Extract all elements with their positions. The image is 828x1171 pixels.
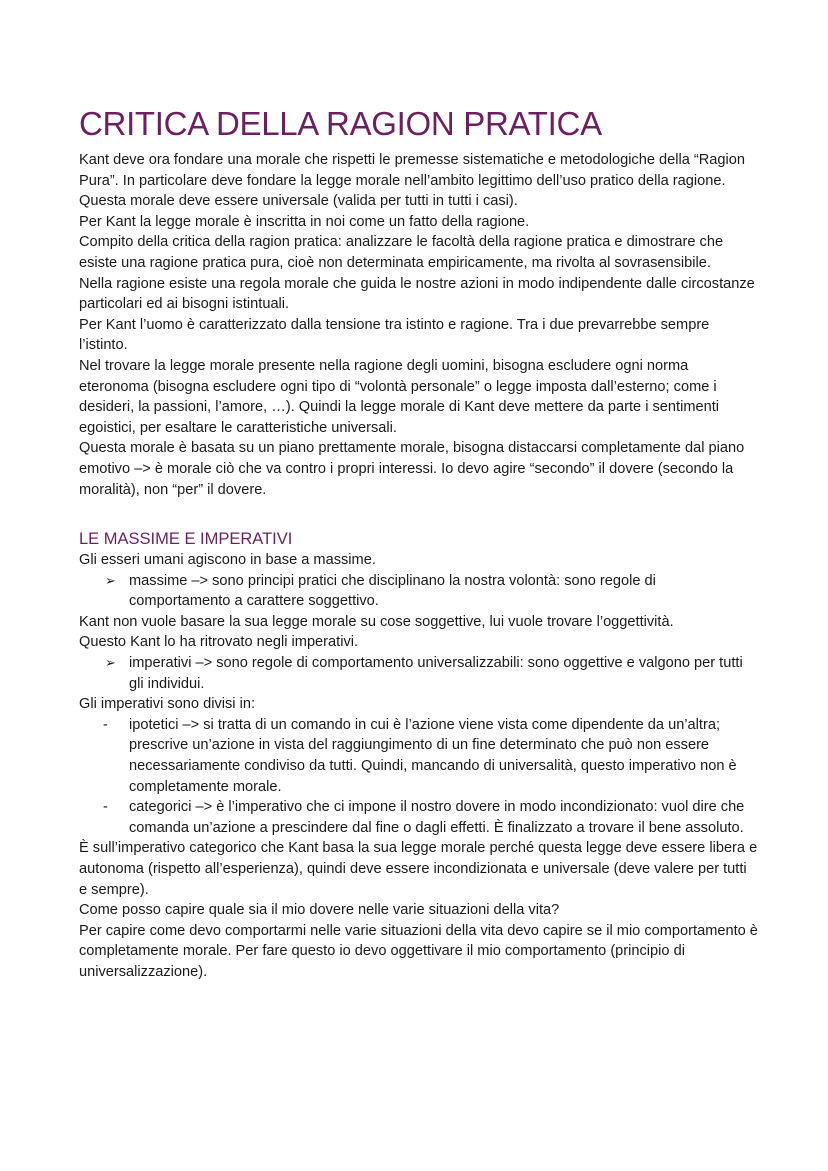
intro-paragraph-7: Questa morale è basata su un piano prettamente morale, bisogna distaccarsi completamente dal piano emotivo –> è morale ciò che va contro i propri interessi. Io devo agire “secondo” il dovere (secondo la moralità), non “per” il dovere. <box>79 440 745 498</box>
intro-paragraph-1: Kant deve ora fondare una morale che rispetti le premesse sistematiche e metodologiche della “Ragion Pura”. In particolare deve fondare la legge morale nell’ambito legittimo dell’uso pratico della ragione. Questa morale deve essere universale (valida per tutti in tutti i casi). <box>79 152 746 210</box>
section-paragraph-5: È sull’imperativo categorico che Kant basa la sua legge morale perché questa legge deve essere libera e autonoma (rispetto all’esperienza), quindi deve essere incondizionata e universale (deve valere per tutti e sempre). <box>79 840 758 898</box>
arrow-bullet-icon: ➢ <box>105 655 116 671</box>
section-paragraph-1: Gli esseri umani agiscono in base a massime. <box>79 552 376 569</box>
arrow-bullet-icon: ➢ <box>105 572 116 588</box>
list-item <box>79 571 758 612</box>
section-heading: LE MASSIME E IMPERATIVI <box>79 530 293 549</box>
list-item-text: ipotetici –> si tratta di un comando in cui è l’azione viene vista come dipendente da un’altra; prescrive un’azione in vista del raggiungimento di un fine determinato che può non essere necessariamente condiviso da tutti. Quindi, mancando di universalità, questo imperativo non è completamente morale. <box>129 716 737 795</box>
intro-paragraph-6: Nel trovare la legge morale presente nella ragione degli uomini, bisogna escludere ogni norma eteronoma (bisogna escludere ogni tipo di “volontà personale” o legge imposta dall’esterno; come i desideri, la passioni, l’amore, …). Quindi la legge morale di Kant deve mettere da parte i sentimenti egoistici, per esaltare le caratteristiche universali. <box>79 357 720 436</box>
section-paragraph-7: Per capire come devo comportarmi nelle varie situazioni della vita devo capire se il mio comportamento è completamente morale. Per fare questo io devo oggettivare il mio comportamento (principio di universalizzazione). <box>79 922 758 980</box>
intro-paragraph-3: Compito della critica della ragion pratica: analizzare le facoltà della ragione pratica e dimostrare che esiste una ragione pratica pura, cioè non determinata empiricamente, ma rivolta al sovrasensibile. <box>79 234 724 271</box>
list-item-text: categorici –> è l’imperativo che ci impone il nostro dovere in modo incondizionato: vuol dire che comanda un’azione a prescindere dal fine o dagli effetti. È finalizzato a trovare il bene assoluto. <box>129 799 745 836</box>
section-paragraph-6: Come posso capire quale sia il mio dovere nelle varie situazioni della vita? <box>79 902 560 919</box>
dash-list <box>79 715 758 839</box>
dash-bullet: - <box>103 799 108 816</box>
arrow-list-2 <box>79 653 758 694</box>
list-item <box>79 715 758 797</box>
list-item-text: imperativi –> sono regole di comportamento universalizzabili: sono oggettive e valgono per tutti gli individui. <box>129 655 743 692</box>
arrow-list-1 <box>79 571 758 612</box>
list-item <box>79 653 758 694</box>
page-title: CRITICA DELLA RAGION PRATICA <box>79 105 602 142</box>
section-paragraph-3: Questo Kant lo ha ritrovato negli imperativi. <box>79 634 359 651</box>
intro-paragraph-4: Nella ragione esiste una regola morale che guida le nostre azioni in modo indipendente dalle circostanze particolari ed ai bisogni istintuali. <box>79 275 755 313</box>
intro-paragraph-2: Per Kant la legge morale è inscritta in noi come un fatto della ragione. <box>79 213 530 230</box>
section-paragraph-4: Gli imperativi sono divisi in: <box>79 696 255 713</box>
list-item-text: massime –> sono principi pratici che disciplinano la nostra volontà: sono regole di comportamento a carattere soggettivo. <box>129 572 656 610</box>
intro-paragraph-5: Per Kant l’uomo è caratterizzato dalla tensione tra istinto e ragione. Tra i due prevarrebbe sempre l’istinto. <box>79 316 710 354</box>
list-item <box>79 797 758 838</box>
dash-bullet: - <box>103 716 108 733</box>
section-paragraph-2: Kant non vuole basare la sua legge morale su cose soggettive, lui vuole trovare l’oggettività. <box>79 613 674 630</box>
